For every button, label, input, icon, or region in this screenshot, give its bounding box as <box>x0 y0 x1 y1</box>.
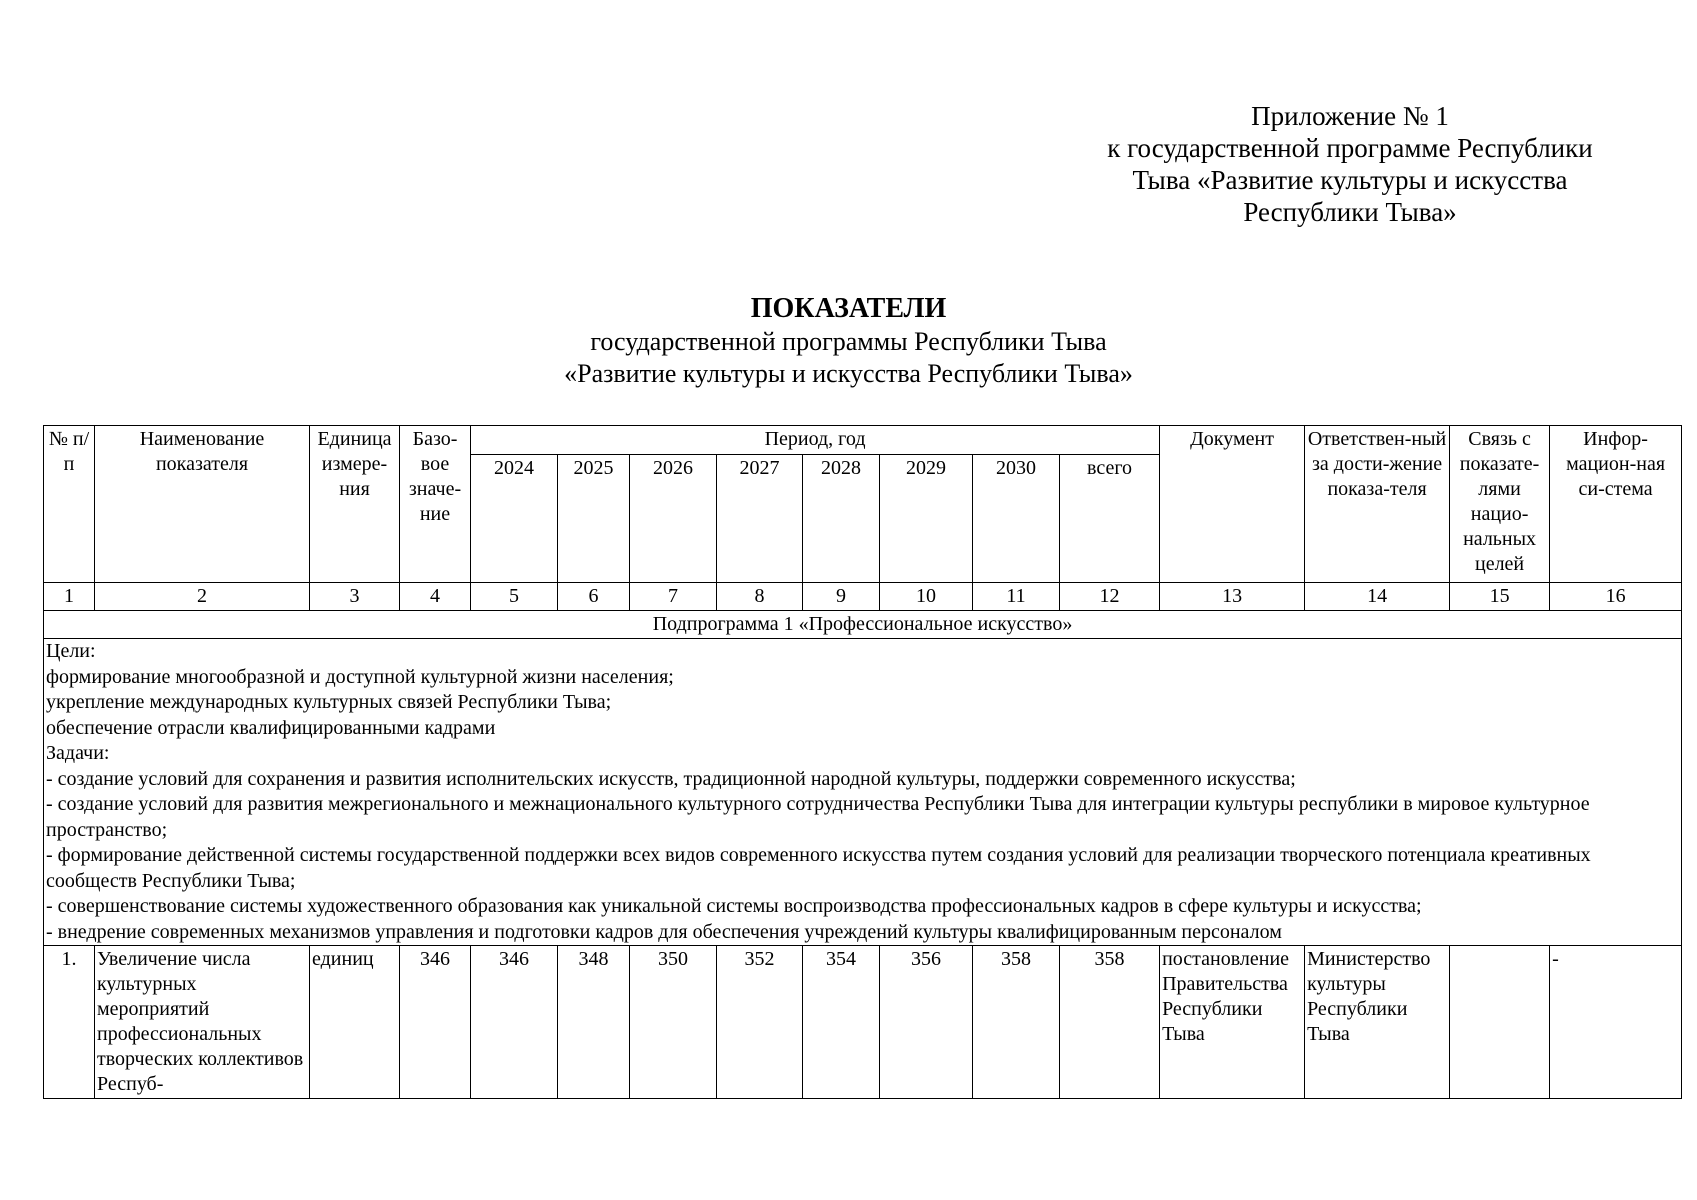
header-period: Период, год <box>471 426 1160 455</box>
header-year: 2024 <box>471 455 558 583</box>
row-name: Увеличение числа культурных мероприятий профессиональных творческих коллективов Респуб- <box>95 946 310 1099</box>
appendix-line-4: Республики Тыва» <box>1243 197 1457 227</box>
col-number: 7 <box>630 583 717 611</box>
row-base: 346 <box>400 946 471 1099</box>
indicators-table <box>43 425 1682 1099</box>
header-year-total: всего <box>1060 455 1160 583</box>
col-number: 9 <box>803 583 880 611</box>
row-link <box>1450 946 1550 1099</box>
header-year: 2030 <box>973 455 1060 583</box>
title-line-2: государственной программы Республики Тыва <box>590 327 1107 356</box>
goal-item: укрепление международных культурных связей Республики Тыва; <box>46 691 612 713</box>
row-value: 350 <box>630 946 717 1099</box>
col-number: 11 <box>973 583 1060 611</box>
appendix-note <box>1040 100 1660 228</box>
tasks-heading: Задачи: <box>46 742 110 764</box>
col-number: 2 <box>95 583 310 611</box>
row-value: 354 <box>803 946 880 1099</box>
subprogram-row <box>44 611 1682 639</box>
appendix-line-1: Приложение № 1 <box>1251 101 1449 131</box>
table-row <box>44 946 1682 1099</box>
appendix-line-3: Тыва «Развитие культуры и искусства <box>1132 165 1568 195</box>
row-document: постановление Правительства Республики Тыва <box>1160 946 1305 1099</box>
header-infosys: Инфор-мацион-ная си-стема <box>1550 426 1682 583</box>
appendix-line-2: к государственной программе Республики <box>1107 133 1593 163</box>
col-number: 14 <box>1305 583 1450 611</box>
row-value: 358 <box>973 946 1060 1099</box>
title-line-3: «Развитие культуры и искусства Республики Тыва» <box>564 359 1133 388</box>
row-value: 348 <box>558 946 630 1099</box>
header-responsible: Ответствен-ный за дости-жение показа-теля <box>1305 426 1450 583</box>
goals-heading: Цели: <box>46 640 96 662</box>
goal-item: обеспечение отрасли квалифицированными кадрами <box>46 716 496 739</box>
header-year: 2029 <box>880 455 973 583</box>
col-number: 12 <box>1060 583 1160 611</box>
task-item: - формирование действенной системы государственной поддержки всех видов современного искусства путем создания условий для реализации творческого потенциала креативных сообществ Республики Тыва; <box>46 844 1591 892</box>
goals-tasks-block <box>44 639 1682 946</box>
row-value-total: 358 <box>1060 946 1160 1099</box>
task-item: - совершенствование системы художественного образования как уникальной системы воспроизводства профессиональных кадров в сфере культуры и искусства; <box>46 895 1422 917</box>
row-unit: единиц <box>310 946 400 1099</box>
header-name: Наименование показателя <box>95 426 310 583</box>
col-number: 6 <box>558 583 630 611</box>
col-number: 10 <box>880 583 973 611</box>
row-responsible: Министерство культуры Республики Тыва <box>1305 946 1450 1099</box>
header-year: 2026 <box>630 455 717 583</box>
row-value: 352 <box>717 946 803 1099</box>
col-number: 5 <box>471 583 558 611</box>
document-title <box>0 292 1697 390</box>
task-item: - внедрение современных механизмов управления и подготовки кадров для обеспечения учреждений культуры квалифицированным персоналом <box>46 920 1282 943</box>
title-main: ПОКАЗАТЕЛИ <box>750 293 947 324</box>
col-number: 8 <box>717 583 803 611</box>
header-num: № п/п <box>44 426 95 583</box>
row-value: 356 <box>880 946 973 1099</box>
header-document: Документ <box>1160 426 1305 583</box>
subprogram-title: Подпрограмма 1 «Профессиональное искусство» <box>44 611 1682 639</box>
task-item: - создание условий для развития межрегионального и межнационального культурного сотрудничества Республики Тыва для интеграции культуры республики в мировое культурное пространство; <box>46 793 1590 841</box>
col-number: 13 <box>1160 583 1305 611</box>
goal-item: формирование многообразной и доступной культурной жизни населения; <box>46 665 674 688</box>
column-numbers-row <box>44 583 1682 611</box>
col-number: 3 <box>310 583 400 611</box>
row-value: 346 <box>471 946 558 1099</box>
col-number: 1 <box>44 583 95 611</box>
col-number: 16 <box>1550 583 1682 611</box>
task-item: - создание условий для сохранения и развития исполнительских искусств, традиционной народной культуры, поддержки современного искусства; <box>46 767 1296 790</box>
goals-row <box>44 639 1682 946</box>
header-link: Связь с показате-лями нацио-нальных целей <box>1450 426 1550 583</box>
header-year: 2027 <box>717 455 803 583</box>
header-year: 2025 <box>558 455 630 583</box>
header-row <box>44 426 1682 455</box>
header-unit: Единица измере-ния <box>310 426 400 583</box>
row-infosys: - <box>1550 946 1682 1099</box>
header-base: Базо-вое значе-ние <box>400 426 471 583</box>
col-number: 15 <box>1450 583 1550 611</box>
col-number: 4 <box>400 583 471 611</box>
row-num: 1. <box>44 946 95 1099</box>
header-year: 2028 <box>803 455 880 583</box>
